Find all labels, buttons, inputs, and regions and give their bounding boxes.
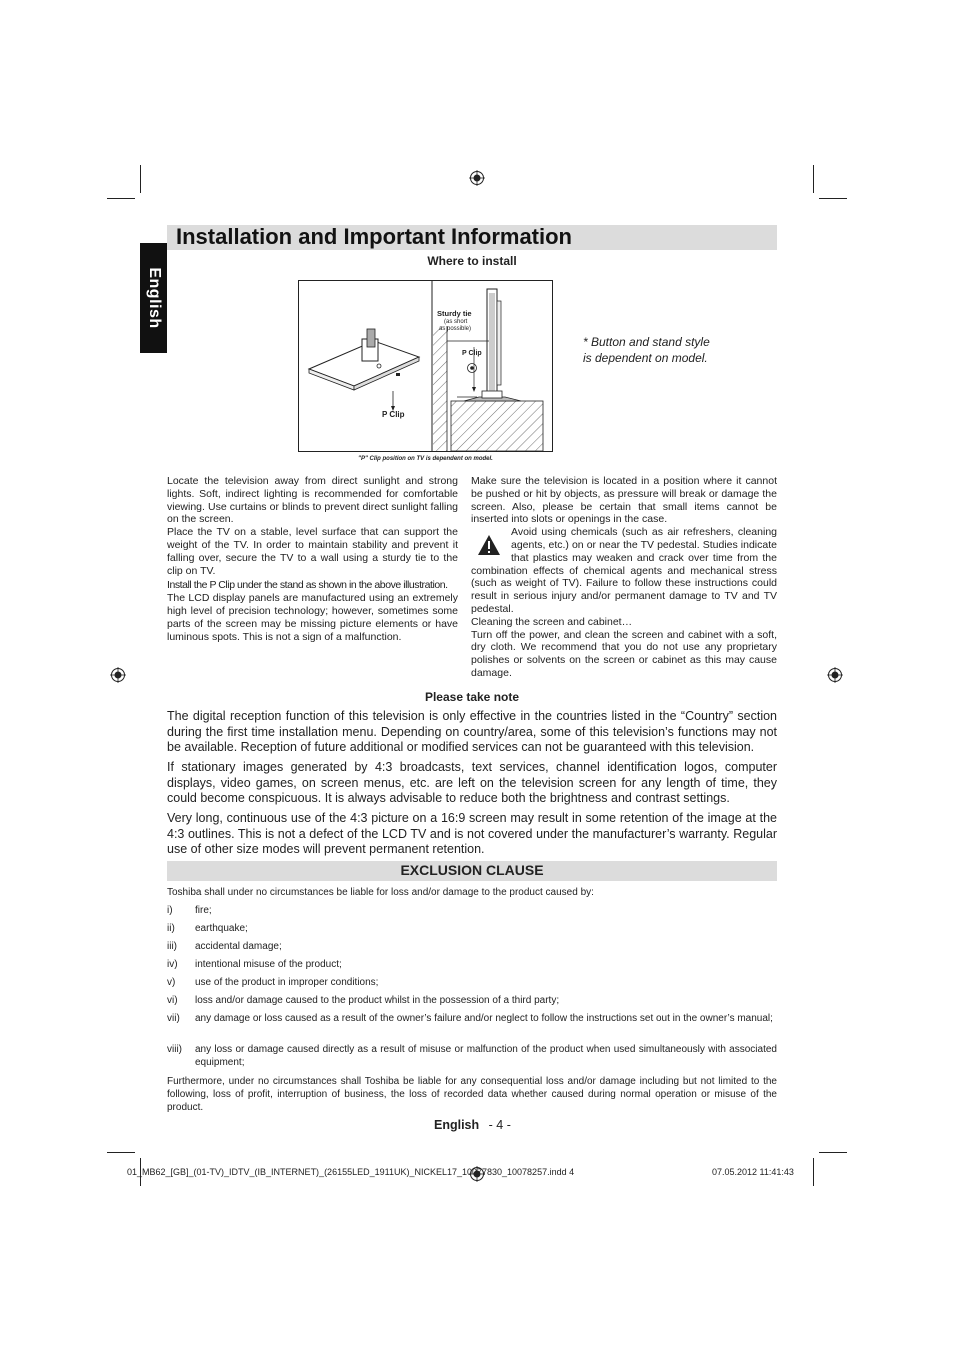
illustration-caption: "P" Clip position on TV is dependent on model. xyxy=(358,456,493,462)
sturdy-tie-label: Sturdy tie xyxy=(437,309,472,318)
list-item-number: vii) xyxy=(167,1013,180,1024)
note-paragraph: If stationary images generated by 4:3 broadcasts, text services, channel identification logos, computer displays, video games, on screen menus, etc. are left on the television screen for any length of time, they could become conspicuous. It is always advisable to reduce both the brightness and contrast settings. xyxy=(167,760,777,806)
list-item-text: loss and/or damage caused to the product whilst in the possession of a third party; xyxy=(195,995,560,1006)
print-file-name: 01_MB62_[GB]_(01-TV)_IDTV_(IB_INTERNET)_(26155LED_1911UK)_NICKEL17_10077830_10078257.indd 4 xyxy=(127,1167,575,1177)
list-item-text: any loss or damage caused directly as a result of misuse or malfunction of the product when used simultaneously with associated equipment; xyxy=(195,1044,777,1068)
list-item-text: fire; xyxy=(195,905,212,916)
print-date: 07.05.2012 11:41:43 xyxy=(712,1167,794,1177)
crop-mark xyxy=(813,165,814,193)
list-item-number: v) xyxy=(167,977,176,988)
crop-mark xyxy=(813,1158,814,1186)
crop-mark xyxy=(107,198,135,199)
language-side-tab-label: English xyxy=(145,267,163,329)
note-paragraph: Very long, continuous use of the 4:3 picture on a 16:9 screen may result in some retention of the image at the 4:3 outlines. This is not a defect of the LCD TV and is not covered under the manufacturer’s warranty. Regular use of other size modes will prevent permanent retention. xyxy=(167,811,777,857)
list-item-text: earthquake; xyxy=(195,923,248,934)
list-item-number: iii) xyxy=(167,941,177,952)
registration-mark-icon xyxy=(469,170,485,186)
registration-mark-icon xyxy=(110,667,126,683)
registration-mark-icon xyxy=(827,667,843,683)
footer-page-number: - 4 - xyxy=(488,1118,511,1132)
paragraph: Install the P Clip under the stand as shown in the above illustration. xyxy=(167,579,448,592)
exclusion-closing: Furthermore, under no circumstances shall Toshiba be liable for any consequential loss and/or damage including but not limited to the following, loss of profit, interruption of business, the loss of recorded data whether caused during normal operation or misuse of the product. xyxy=(167,1076,777,1113)
crop-mark xyxy=(140,165,141,193)
as-short-label: (as short xyxy=(444,319,468,325)
list-item-text: use of the product in improper conditions; xyxy=(195,977,379,988)
language-side-tab xyxy=(140,243,167,353)
please-take-note-heading: Please take note xyxy=(424,690,520,704)
paragraph: Turn off the power, and clean the screen and cabinet with a soft, dry cloth. We recommend that you do not use any proprietary polishes or solvents on the screen or cabinet as this may cause damage. xyxy=(471,628,777,679)
exclusion-clause-bar xyxy=(167,861,777,881)
list-item-text: intentional misuse of the product; xyxy=(195,959,342,970)
left-column xyxy=(167,475,458,643)
paragraph: The LCD display panels are manufactured using an extremely high level of precision technology; however, sometimes some parts of the screen may be missing picture elements or have luminous spots. This is not a sign of a malfunction. xyxy=(167,592,458,643)
warning-text: Avoid using chemicals (such as air refreshers, cleaning agents, etc.) on or near the TV pedestal. Studies indicate that plastics may weaken and crack over time from the combination effects of chemical agents and mechanical stress (such as weight of TV). Failure to follow these instructions could result in serious injury and/or permanent damage to TV and TV pedestal. xyxy=(471,526,777,615)
paragraph: Place the TV on a stable, level surface that can support the weight of the TV. In order to maintain stability and prevent it falling over, secure the TV to a wall using a sturdy tie to the clip on TV. xyxy=(167,526,458,577)
stand-style-note: * Button and stand style is dependent on model. xyxy=(583,335,710,365)
warning-icon xyxy=(477,534,501,556)
installation-illustration-drawing xyxy=(299,281,552,451)
page-title-bar xyxy=(167,225,777,250)
p-clip-label: P Clip xyxy=(382,410,405,419)
right-column xyxy=(471,475,777,680)
list-item-number: ii) xyxy=(167,923,175,934)
crop-mark xyxy=(819,198,847,199)
exclusion-clause-heading: EXCLUSION CLAUSE xyxy=(400,862,544,878)
crop-mark xyxy=(107,1152,135,1153)
p-clip-label: P Clip xyxy=(462,350,482,357)
list-item-number: iv) xyxy=(167,959,178,970)
warning-paragraph xyxy=(471,526,777,616)
as-possible-label: as possible) xyxy=(439,326,472,332)
footer-language: English xyxy=(434,1118,480,1132)
exclusion-intro: Toshiba shall under no circumstances be liable for loss and/or damage to the product caused by: xyxy=(167,887,594,898)
paragraph: Make sure the television is located in a position where it cannot be pushed or hit by objects, as pressure will break or damage the screen. Also, please be certain that small items cannot be inserted into slots or openings in the case. xyxy=(471,475,777,526)
note-paragraph: The digital reception function of this television is only effective in the countries listed in the “Country” section during the first time installation menu. Depending on country/area, some of this television’s functions may not be available. Reception of future additional or modified services can not be guaranteed with this television. xyxy=(167,709,777,755)
list-item-text: accidental damage; xyxy=(195,941,282,952)
crop-mark xyxy=(819,1152,847,1153)
list-item-number: vi) xyxy=(167,995,178,1006)
paragraph: Locate the television away from direct sunlight and strong lights. Soft, indirect lighting is recommended for comfortable viewing. Use curtains or blinds to prevent direct sunlight falling on the screen. xyxy=(167,475,458,526)
list-item-number: viii) xyxy=(167,1044,182,1055)
where-to-install-heading: Where to install xyxy=(427,254,517,268)
list-item-number: i) xyxy=(167,905,173,916)
paragraph: Cleaning the screen and cabinet… xyxy=(471,615,633,628)
installation-illustration xyxy=(298,280,553,452)
page-title: Installation and Important Information xyxy=(176,224,572,249)
list-item-text: any damage or loss caused as a result of the owner’s failure and/or neglect to follow the instructions set out in the owner’s manual; xyxy=(195,1013,773,1024)
page-footer xyxy=(434,1118,511,1132)
